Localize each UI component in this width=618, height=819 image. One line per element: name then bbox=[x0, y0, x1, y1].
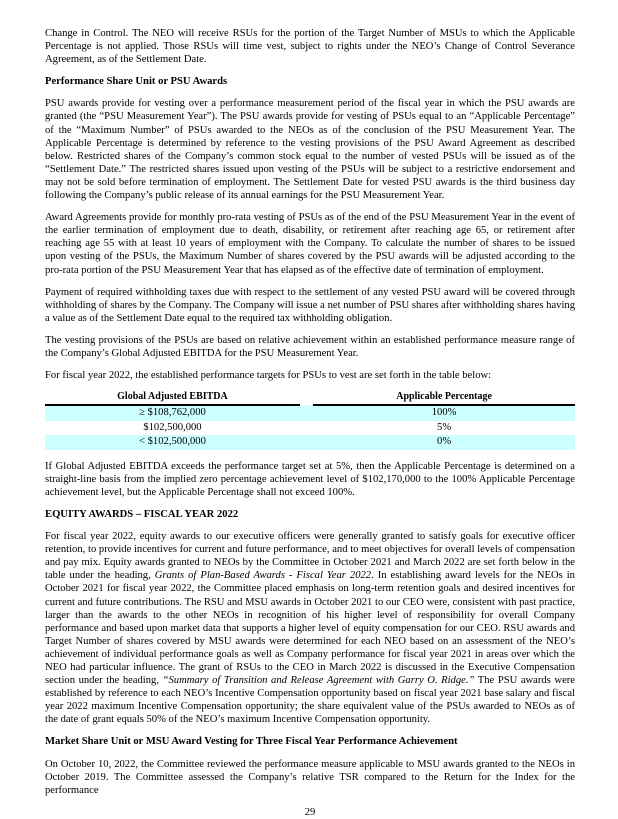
psu-performance-table bbox=[45, 391, 575, 450]
table-cell-ebitda: $102,500,000 bbox=[143, 421, 202, 433]
table-cell-percentage: 100% bbox=[431, 407, 457, 419]
table-header-row bbox=[45, 391, 575, 405]
table-header-percentage: Applicable Percentage bbox=[313, 391, 575, 405]
heading-msu-vesting: Market Share Unit or MSU Award Vesting for Three Fiscal Year Performance Achievement bbox=[45, 736, 458, 748]
table-cell-ebitda: ≥ $108,762,000 bbox=[139, 407, 206, 419]
paragraph-msu-review: On October 10, 2022, the Committee reviewed the performance measure applicable to MSU awards granted to the NEOs in October 2019. The Committee assessed the Company’s relative TSR compared to the Return for the Index for the performance bbox=[45, 758, 575, 796]
paragraph-psu-provisions: The vesting provisions of the PSUs are based on relative achievement within an established performance measure range of the Company’s Global Adjusted EBITDA for the PSU Measurement Year. bbox=[45, 334, 575, 359]
table-cell-gap bbox=[300, 421, 313, 436]
table-header-ebitda: Global Adjusted EBITDA bbox=[45, 391, 300, 405]
table-cell-ebitda: < $102,500,000 bbox=[139, 436, 206, 448]
paragraph-psu-vesting: PSU awards provide for vesting over a performance measurement period of the fiscal year in which the PSU awards are granted (the “PSU Measurement Year”). The PSU awards provide for vesting of PSUs equal to an “Applicable Percentage” of the “Maximum Number” of PSUs awarded to the NEOs as of the conclusion of the PSU Measurement Year. The Applicable Percentage is determined by reference to the vesting provisions of the PSU Award Agreement as described below. Restricted shares of the Company’s common stock equal to the number of vested PSUs will be issued as of the “Settlement Date.” The restricted shares issued upon vesting of the PSUs will be subject to a restrictive endorsement and may not be sold before termination of employment. The Settlement Date for vested PSU awards is the third business day following the Company’s public release of its annual earnings for the PSU Measurement Year. bbox=[45, 98, 575, 202]
paragraph-psu-prorata: Award Agreements provide for monthly pro-rata vesting of PSUs as of the end of the PSU Measurement Year in the event of the earlier termination of employment due to death, disability, or retirement after reaching age 65, or retirement after reaching age 55 with at least 10 years of employment with the Company. To calculate the number of shares to be issued upon vesting of the PSUs, the Maximum Number of shares covered by the PSU awards will be adjusted according to the pro-rata portion of the PSU Measurement Year that has elapsed as of the effective date of termination of employment. bbox=[45, 212, 575, 276]
table-cell-gap bbox=[300, 435, 313, 450]
paragraph-psu-straight-line: If Global Adjusted EBITDA exceeds the performance target set at 5%, then the Applicable Percentage is determined on a straight-line basis from the implied zero percentage achievement level of $102,170,000 to the 100% Applicable Percentage achievement level, but the Applicable Percentage shall not exceed 100%. bbox=[45, 460, 575, 498]
paragraph-change-in-control: Change in Control. The NEO will receive RSUs for the portion of the Target Number of MSUs to which the Applicable Percentage is not applied. Those RSUs will time vest, subject to rights under the NEO’s Change of Control Severance Agreement, as of the Settlement Date. bbox=[45, 28, 575, 66]
table-row bbox=[45, 405, 575, 421]
paragraph-equity-awards: For fiscal year 2022, equity awards to our executive officers were generally granted to satisfy goals for executive officer retention, to provide incentives for current and future performance, and to meet objectives for overall levels of compensation and pay mix. Equity awards granted to NEOs by the Committee in October 2021 and March 2022 are set forth below in the table under the heading, Grants of Plan-Based Awards - Fiscal Year 2022. In establishing award levels for the NEOs in October 2021 for fiscal year 2022, the Committee placed emphasis on long-term retention goals and desired incentives for current and future contributions. The RSU and MSU awards in October 2021 to our CEO were, consistent with past practice, larger than the awards to the other NEOs in recognition of his higher level of responsibility for overall Company performance and based upon market data that supports a higher level of equity compensation for our CEO. RSU awards and Target Number of shares covered by MSU awards were determined for each NEO based on an assessment of the NEO’s achievement of individual performance goals as well as Company performance for fiscal year 2021 in areas over which the NEO had particular influence. The grant of RSUs to the CEO in March 2022 is discussed in the Executive Compensation section under the heading, “Summary of Transition and Release Agreement with Garry O. Ridge.” The PSU awards were established by reference to each NEO’s Incentive Compensation opportunity based on fiscal year 2021 base salary and fiscal year 2022 maximum Incentive Compensation opportunity; the share equivalent value of the PSUs awarded to NEOs as of the date of grant equals 50% of the NEO’s maximum Incentive Compensation opportunity. bbox=[45, 531, 575, 726]
table-cell-gap bbox=[300, 405, 313, 421]
paragraph-psu-withholding: Payment of required withholding taxes due with respect to the settlement of any vested PSU award will be covered through withholding of shares by the Company. The Company will issue a net number of PSU shares after withholding shares having a value as of the Settlement Date equal to the required tax withholding obligation. bbox=[45, 286, 575, 324]
table-cell-percentage: 0% bbox=[437, 436, 452, 448]
heading-equity-awards: EQUITY AWARDS – FISCAL YEAR 2022 bbox=[45, 508, 239, 520]
heading-psu-awards: Performance Share Unit or PSU Awards bbox=[45, 76, 228, 88]
table-row bbox=[45, 421, 575, 436]
paragraph-psu-targets-lead-in: For fiscal year 2022, the established performance targets for PSUs to vest are set forth in the table below: bbox=[45, 370, 492, 382]
table-cell-percentage: 5% bbox=[437, 421, 452, 433]
table-row bbox=[45, 435, 575, 450]
page-number: 29 bbox=[304, 806, 316, 818]
table-header-gap bbox=[300, 391, 313, 405]
